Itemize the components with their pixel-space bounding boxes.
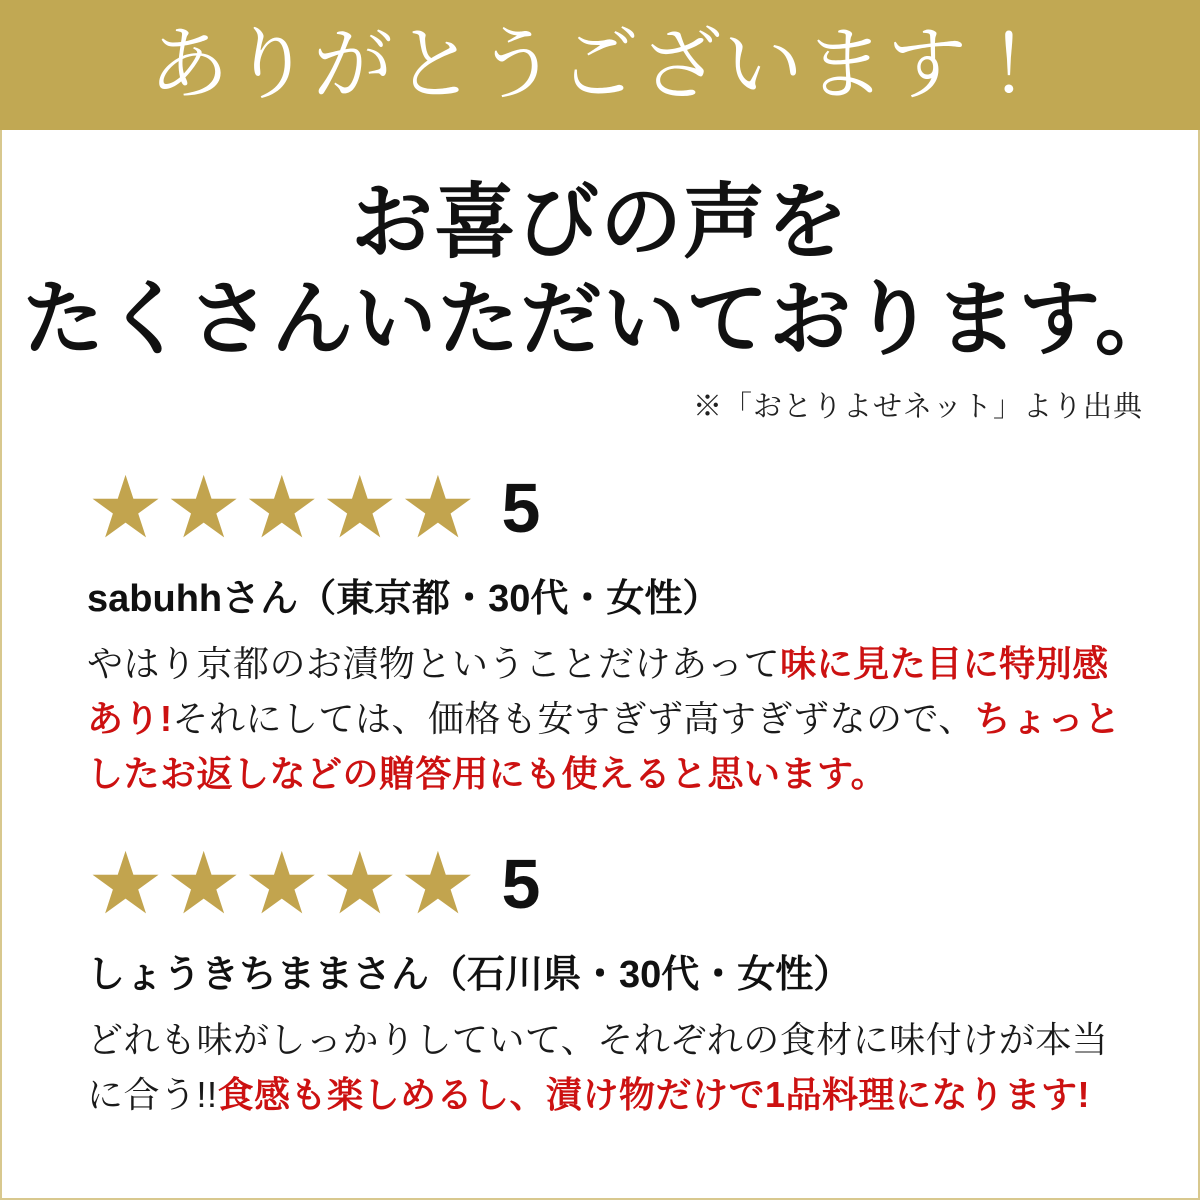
reviewer-name: しょうきちままさん（石川県・30代・女性） (87, 953, 852, 996)
review-text-segment-emphasis: 食感も楽しめるし、漬け物だけで1品料理になります! (217, 1073, 1091, 1115)
review-card-2 (87, 835, 1126, 1122)
reviewer-name: sabuhhさん（東京都・30代・女性） (87, 577, 721, 620)
rating-row (87, 835, 1126, 932)
review-text-segment: どれも味がしっかりしていて、それぞれの食材に味付けが本当に合う!! (87, 1018, 1109, 1115)
review-text-segment: やはり京都のお漬物ということだけあって (87, 642, 781, 684)
review-text (87, 1012, 1126, 1122)
rating-value: 5 (501, 468, 541, 547)
review-text-segment-emphasis: ちょっとしたお返しなどの贈答用にも使えると思います。 (87, 697, 1121, 794)
thanks-banner-text: ありがとうございます！ (149, 18, 1051, 111)
content-area (0, 130, 1200, 1200)
star-rating-icons: ★★★★★ (87, 459, 478, 556)
source-note: ※「おとりよせネット」より出典 (692, 390, 1143, 423)
review-card-1 (87, 459, 1126, 801)
star-rating-icons: ★★★★★ (87, 835, 478, 932)
review-text-segment: それにしては、価格も安すぎず高すぎずなので、 (172, 697, 975, 739)
rating-value: 5 (501, 844, 541, 923)
review-text-segment-emphasis: 味に見た目に特別感あり! (87, 642, 1109, 739)
thanks-banner (0, 0, 1200, 130)
page-title (2, 174, 1198, 368)
review-text (87, 636, 1126, 801)
rating-row (87, 459, 1126, 556)
page-title-line1: お喜びの声を (350, 174, 849, 270)
page-title-line2: たくさんいただいております。 (22, 270, 1178, 367)
